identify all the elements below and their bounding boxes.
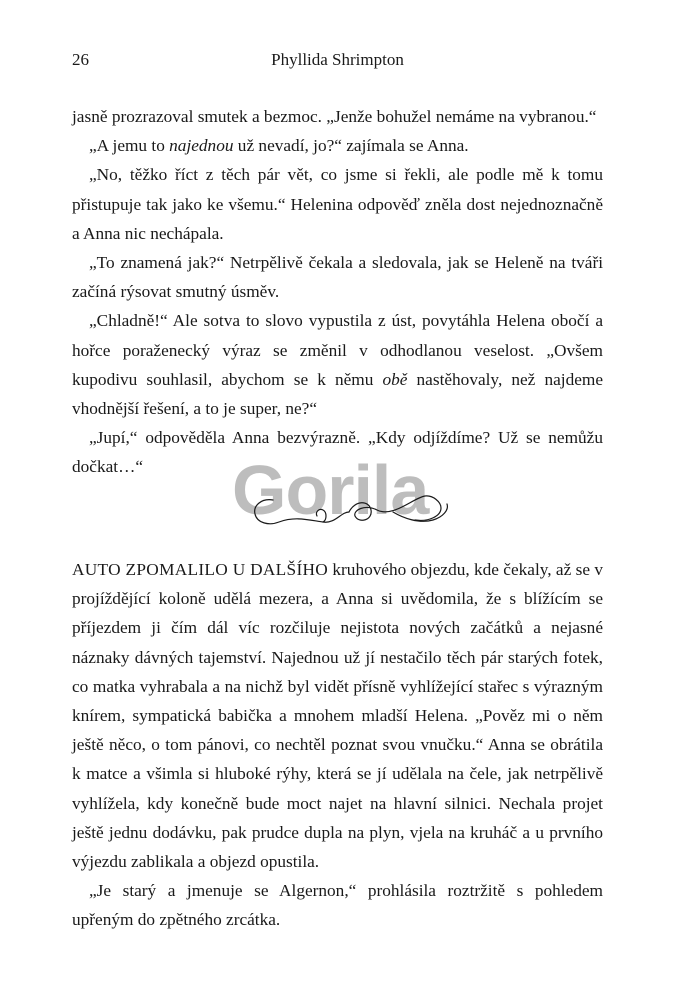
section-2-text bbox=[72, 555, 603, 935]
paragraph: „A jemu to najednou už nevadí, jo?“ zajímala se Anna. bbox=[89, 136, 469, 156]
paragraph: „No, těžko říct z těch pár vět, co jsme si řekli, ale podle mě k tomu přistupuje tak jako ke všemu.“ Helenina odpověď zněla dost nejednoznačně a Anna nic nechápala. bbox=[72, 165, 603, 243]
section-1-text bbox=[72, 102, 603, 482]
paragraph: AUTO ZPOMALILO U DALŠÍHO kruhového objezdu, kde čekaly, až se v projíždějící koloně udělá mezera, a Anna si uvědomila, že s blížícím se příjezdem ji čím dál víc rozčiluje nejistota nových začátků a nejasné náznaky dávných tajemství. Najednou už jí nestačilo těch pár starých fotek, co matka vyhrabala a na nichž byl vidět přísně vyhlížející stařec s výrazným knírem, sympatická babička a mnohem mladší Helena. „Pověz mi o něm ještě něco, o tom pánovi, co nechtěl poznat svou vnučku.“ Anna se obrátila k matce a všimla si hluboké rýhy, která se jí udělala na čele, jak netrpělivě vyhlížela, kdy konečně bude moct najet na hlavní silnici. Nechala projet ještě jednu dodávku, pak prudce dupla na plyn, vjela na kruháč a u prvního výjezdu zablikala a objezd opustila. bbox=[72, 560, 603, 872]
running-title: Phyllida Shrimpton bbox=[271, 50, 404, 69]
section-opening-caps: AUTO ZPOMALILO U DALŠÍHO bbox=[72, 560, 329, 579]
page-header bbox=[72, 50, 603, 74]
emphasis: obě bbox=[382, 369, 408, 389]
paragraph: „Chladně!“ Ale sotva to slovo vypustila z úst, povytáhla Helena obočí a hořce poraženecký výraz se změnil v odhodlanou veselost. „Ovšem kupodivu souhlasil, abychom se k němu obě nastěhovaly, než najdeme vhodnější řešení, a to je super, ne?“ bbox=[72, 311, 603, 419]
page-number: 26 bbox=[72, 50, 89, 69]
paragraph: „To znamená jak?“ Netrpělivě čekala a sledovala, jak se Heleně na tváři začíná rýsovat smutný úsměv. bbox=[72, 253, 603, 302]
paragraph: „Jupí,“ odpověděla Anna bezvýrazně. „Kdy odjíždíme? Už se nemůžu dočkat…“ bbox=[72, 428, 603, 477]
paragraph: „Je starý a jmenuje se Algernon,“ prohlásila roztržitě s pohledem upřeným do zpětného zrcátka. bbox=[72, 881, 603, 930]
gorila-watermark: Gorila bbox=[232, 451, 429, 529]
flourish-divider-icon bbox=[243, 490, 457, 534]
emphasis: najednou bbox=[169, 136, 234, 156]
paragraph: jasně prozrazoval smutek a bezmoc. „Jenže bohužel nemáme na vybranou.“ bbox=[72, 107, 597, 126]
